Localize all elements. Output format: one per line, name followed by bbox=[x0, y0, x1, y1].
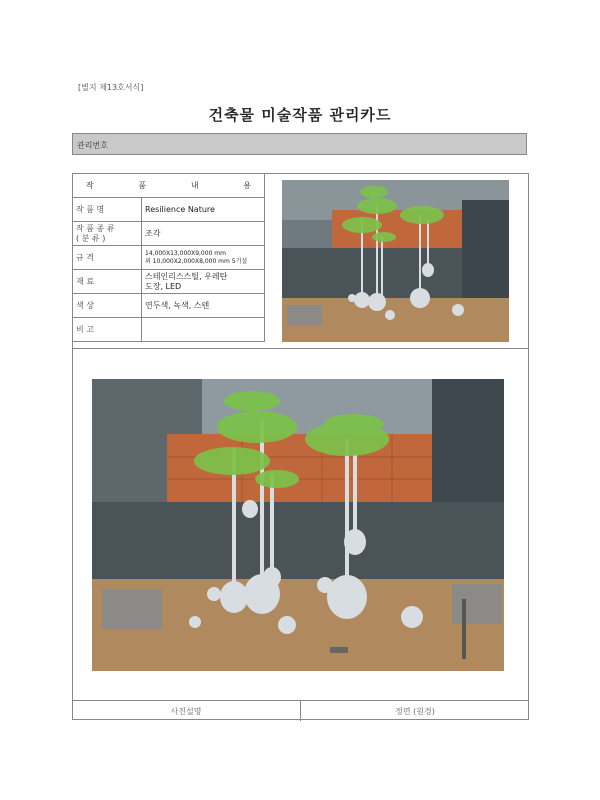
row-label: 작 품 종 류 ( 분 류 ) bbox=[73, 222, 142, 246]
table-header-row bbox=[73, 174, 265, 198]
row-value bbox=[142, 318, 265, 342]
management-number-label: 관리번호 bbox=[77, 141, 108, 150]
table-row-color bbox=[73, 294, 265, 318]
form-number: [별지 제13호서식] bbox=[78, 83, 144, 92]
row-value: 14,000X13,000X9,000 mm 외 10,000X2,000X8,000 mm 5기설 bbox=[142, 246, 265, 270]
row-label: 작 품 명 bbox=[73, 198, 142, 222]
row-value: 조각 bbox=[142, 222, 265, 246]
artwork-photo-small bbox=[282, 180, 509, 342]
section-divider bbox=[72, 348, 529, 349]
caption-row bbox=[72, 700, 529, 721]
page-title: 건축물 미술작품 관리카드 bbox=[208, 106, 392, 124]
table-row-size bbox=[73, 246, 265, 270]
table-row-note bbox=[73, 318, 265, 342]
management-number-bar bbox=[72, 133, 527, 155]
row-label: 재 료 bbox=[73, 270, 142, 294]
row-value: 스테인리스스틸, 우레탄 도장, LED bbox=[142, 270, 265, 294]
artwork-info-table bbox=[72, 173, 265, 342]
row-label: 비 고 bbox=[73, 318, 142, 342]
artwork-photo-main bbox=[92, 379, 504, 671]
table-header-cell: 작 품 내 용 bbox=[73, 174, 265, 198]
table-row-title bbox=[73, 198, 265, 222]
row-value: 연두색, 녹색, 스텐 bbox=[142, 294, 265, 318]
caption-label: 사진설명 bbox=[72, 701, 301, 721]
caption-value: 정면 (원경) bbox=[395, 707, 435, 716]
row-label: 색 상 bbox=[73, 294, 142, 318]
table-row-type bbox=[73, 222, 265, 246]
table-row-material bbox=[73, 270, 265, 294]
row-label: 규 격 bbox=[73, 246, 142, 270]
row-value: Resilience Nature bbox=[142, 198, 265, 222]
